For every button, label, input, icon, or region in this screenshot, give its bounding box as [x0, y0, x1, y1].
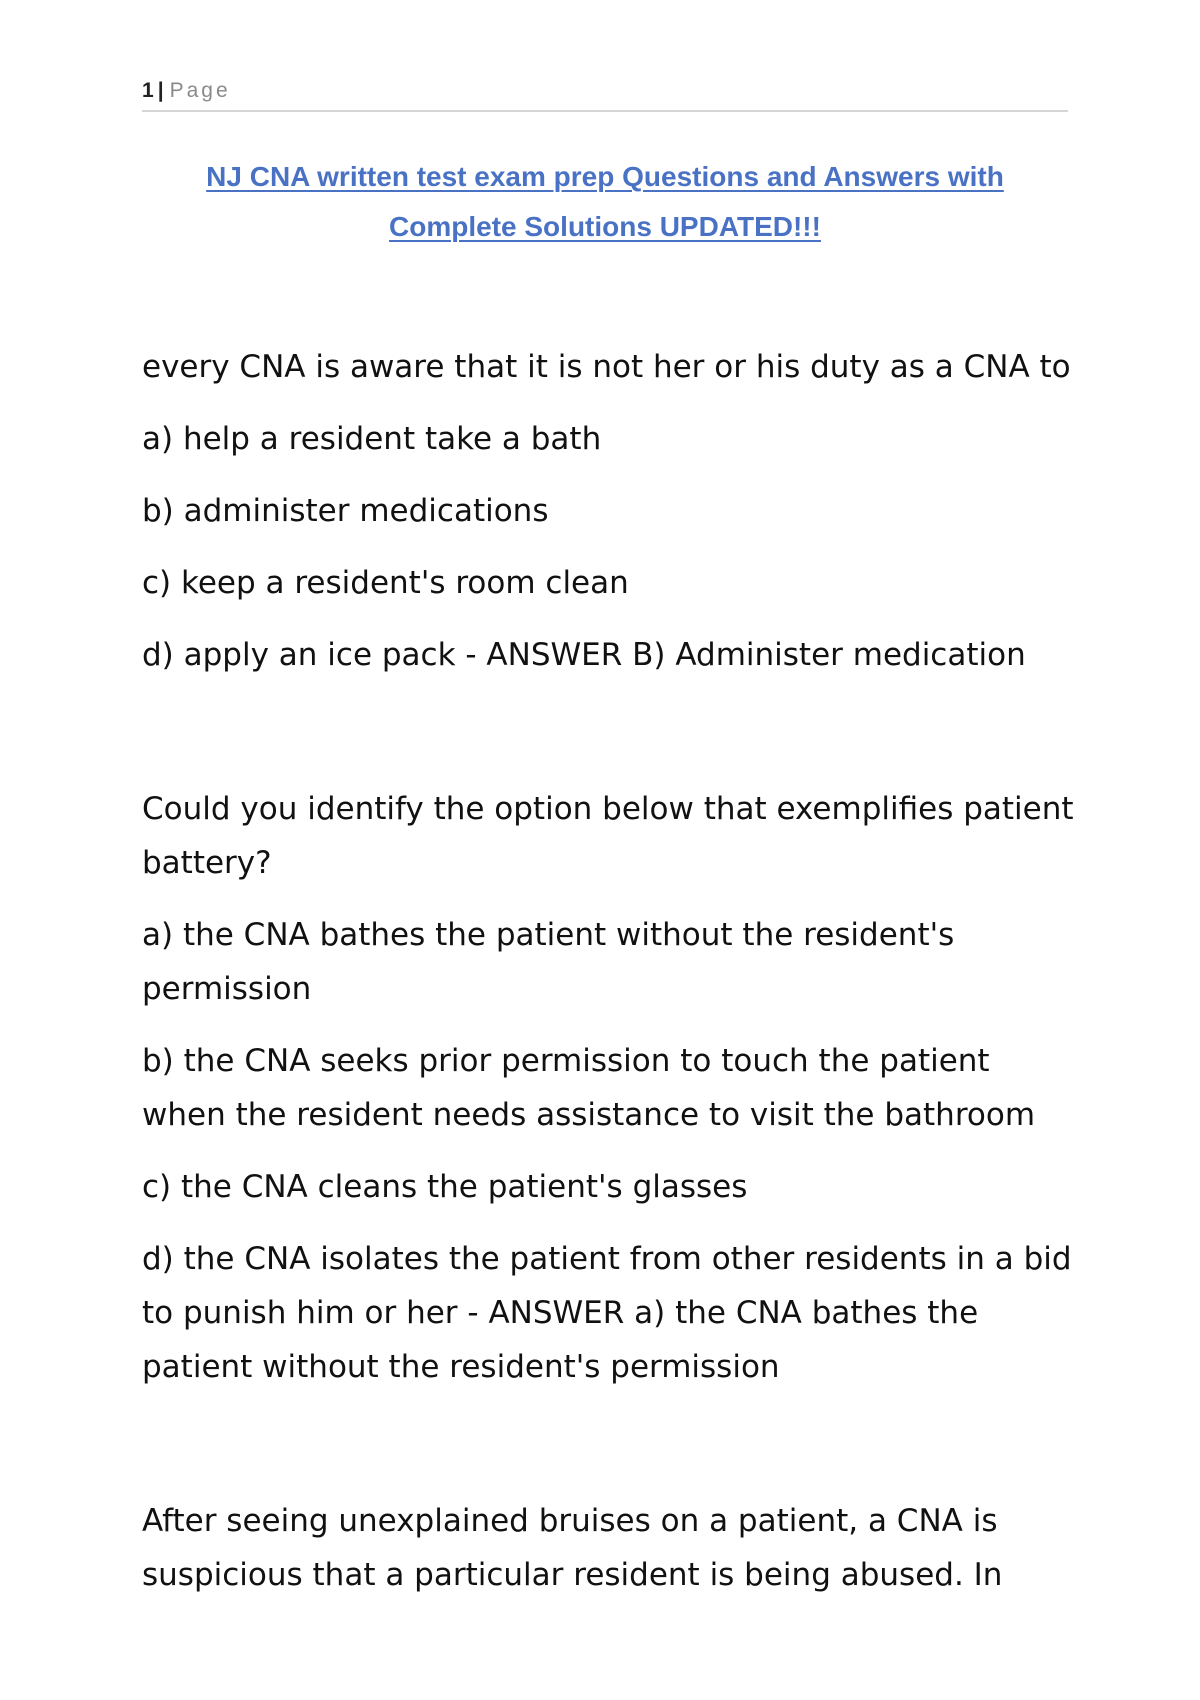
- question-block: [142, 782, 1082, 1394]
- question-stem: every CNA is aware that it is not her or his duty as a CNA to: [142, 349, 1071, 385]
- answer-option: b) administer medications: [142, 493, 549, 529]
- question-gap: [142, 700, 1082, 782]
- answer-option: d) the CNA isolates the patient from other residents in a bid to punish him or her - ANSWER a) the CNA bathes the patient without the resident's permission: [142, 1241, 1072, 1385]
- document-title: NJ CNA written test exam prep Questions and Answers with Complete Solutions UPDATED!!!: [206, 161, 1004, 242]
- answer-option: a) help a resident take a bath: [142, 421, 602, 457]
- question-stem: Could you identify the option below that exemplifies patient battery?: [142, 791, 1074, 881]
- answer-option: c) the CNA cleans the patient's glasses: [142, 1169, 748, 1205]
- answer-option: c) keep a resident's room clean: [142, 565, 629, 601]
- document-body: [142, 340, 1082, 1620]
- answer-option: b) the CNA seeks prior permission to touch the patient when the resident needs assistance to visit the bathroom: [142, 1043, 1036, 1133]
- answer-option: a) the CNA bathes the patient without the resident's permission: [142, 917, 955, 1007]
- question-stem: After seeing unexplained bruises on a patient, a CNA is suspicious that a particular resident is being abused. In: [142, 1503, 1003, 1593]
- page-header: [142, 76, 1068, 112]
- page-label: Page: [169, 79, 231, 102]
- question-gap: [142, 1412, 1082, 1494]
- page-separator: |: [157, 79, 164, 102]
- answer-option: d) apply an ice pack - ANSWER B) Administer medication: [142, 637, 1026, 673]
- question-block: [142, 1494, 1082, 1602]
- question-block: [142, 340, 1082, 682]
- page-number: 1: [142, 79, 154, 102]
